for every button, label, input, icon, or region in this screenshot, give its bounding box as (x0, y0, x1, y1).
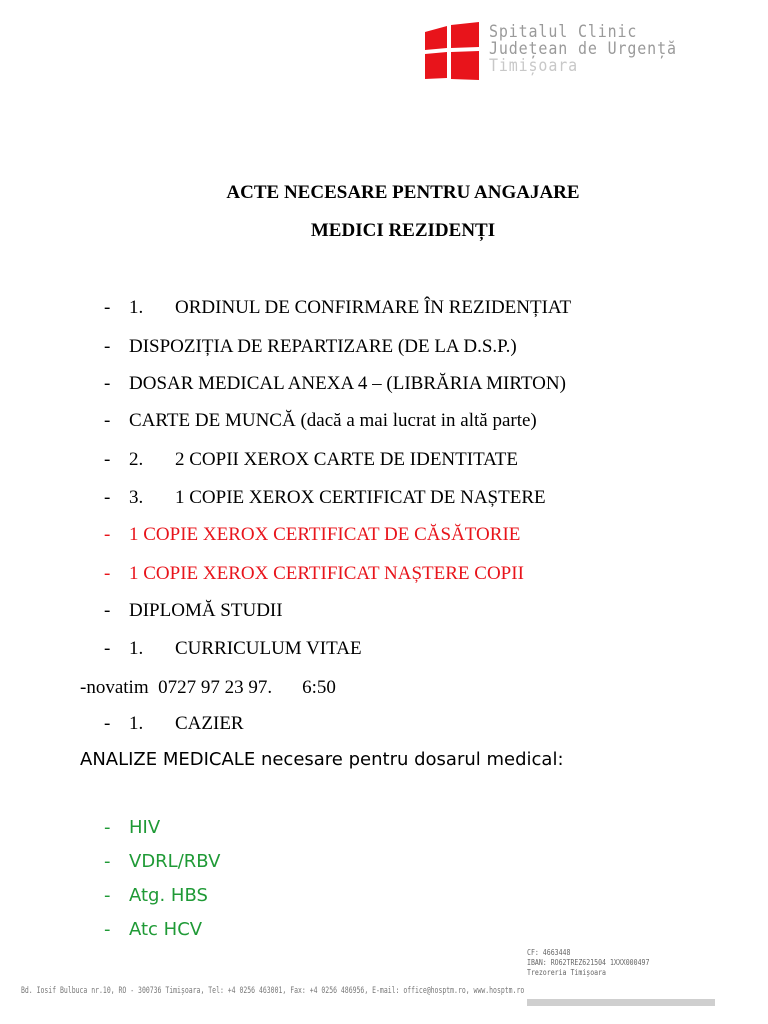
list-dash: - (104, 410, 111, 431)
list-number: 1. (129, 713, 144, 734)
list-text: 2 COPII XEROX CARTE DE IDENTITATE (175, 449, 518, 470)
hospital-logo (421, 22, 721, 82)
list-text: 1 COPIE XEROX CERTIFICAT DE NAȘTERE (175, 487, 546, 508)
novatim-label: -novatim (80, 677, 149, 698)
list-item (104, 487, 546, 509)
test-text: VDRL/RBV (129, 851, 221, 872)
medical-tests-heading-rest: necesare pentru dosarul medical: (255, 749, 564, 770)
list-item (104, 600, 283, 622)
list-text: CARTE DE MUNCĂ (dacă a mai lucrat in altă parte) (129, 410, 537, 431)
list-number: 1. (129, 297, 144, 318)
footer-cf: CF: 4663448 (527, 948, 571, 957)
list-dash: - (104, 336, 111, 357)
medical-tests-heading (80, 749, 564, 770)
list-item (104, 336, 517, 358)
document-title-line-2: MEDICI REZIDENȚI (310, 220, 496, 241)
footer-bank-info (527, 948, 649, 978)
novatim-time: 6:50 (302, 677, 336, 698)
novatim-note (80, 677, 336, 699)
test-text: Atg. HBS (129, 885, 208, 906)
test-dash: - (104, 885, 111, 906)
logo-line-3: Timișoara (489, 56, 578, 76)
hospital-name (489, 24, 677, 75)
logo-line-2: Județean de Urgență (489, 39, 677, 59)
list-text: ORDINUL DE CONFIRMARE ÎN REZIDENȚIAT (175, 297, 572, 318)
list-dash: - (104, 449, 111, 470)
test-dash: - (104, 919, 111, 940)
list-dash: - (104, 487, 111, 508)
test-text: Atc HCV (129, 919, 203, 940)
list-dash: - (104, 713, 111, 734)
list-number: 2. (129, 449, 144, 470)
medical-tests-heading-strong: ANALIZE MEDICALE (80, 749, 256, 770)
list-text: DIPLOMĂ STUDII (129, 600, 283, 621)
list-text: CURRICULUM VITAE (175, 638, 362, 659)
list-text: DISPOZIȚIA DE REPARTIZARE (DE LA D.S.P.) (129, 336, 517, 357)
list-item (104, 713, 244, 735)
test-item (104, 851, 220, 872)
list-dash: - (104, 600, 111, 621)
list-number: 1. (129, 638, 144, 659)
footer-trezorerie: Trezoreria Timișoara (527, 968, 606, 977)
list-text: DOSAR MEDICAL ANEXA 4 – (LIBRĂRIA MIRTON) (129, 373, 566, 394)
list-item (104, 638, 362, 660)
list-dash: - (104, 524, 111, 545)
footer-divider (527, 999, 715, 1006)
list-item (104, 373, 566, 395)
document-title-line-1: ACTE NECESARE PENTRU ANGAJARE (226, 182, 580, 203)
list-item (104, 297, 571, 319)
list-dash: - (104, 638, 111, 659)
list-text: 1 COPIE XEROX CERTIFICAT DE CĂSĂTORIE (129, 524, 521, 545)
hospital-cross-logo-icon (421, 22, 481, 82)
list-dash: - (104, 297, 111, 318)
list-item (104, 449, 518, 471)
test-item (104, 885, 208, 906)
list-dash: - (104, 563, 111, 584)
list-text: 1 COPIE XEROX CERTIFICAT NAȘTERE COPII (129, 563, 524, 584)
list-item (104, 410, 537, 432)
list-item-highlighted (104, 524, 520, 546)
test-dash: - (104, 851, 111, 872)
footer-iban: IBAN: RO62TREZ621504 1XXX000497 (527, 958, 650, 967)
novatim-phone: 0727 97 23 97. (158, 677, 273, 698)
logo-line-1: Spitalul Clinic (489, 22, 638, 42)
test-dash: - (104, 817, 111, 838)
list-number: 3. (129, 487, 144, 508)
test-item (104, 919, 202, 940)
test-text: HIV (129, 817, 161, 838)
list-item-highlighted (104, 563, 524, 585)
test-item (104, 817, 160, 838)
list-text: CAZIER (175, 713, 244, 734)
list-dash: - (104, 373, 111, 394)
footer-address: Bd. Iosif Bulbuca nr.10, RO - 300736 Timișoara, Tel: +4 0256 463001, Fax: +4 0256 486956, E-mail: office@hosptm.ro, www.hosptm.ro (21, 986, 525, 996)
